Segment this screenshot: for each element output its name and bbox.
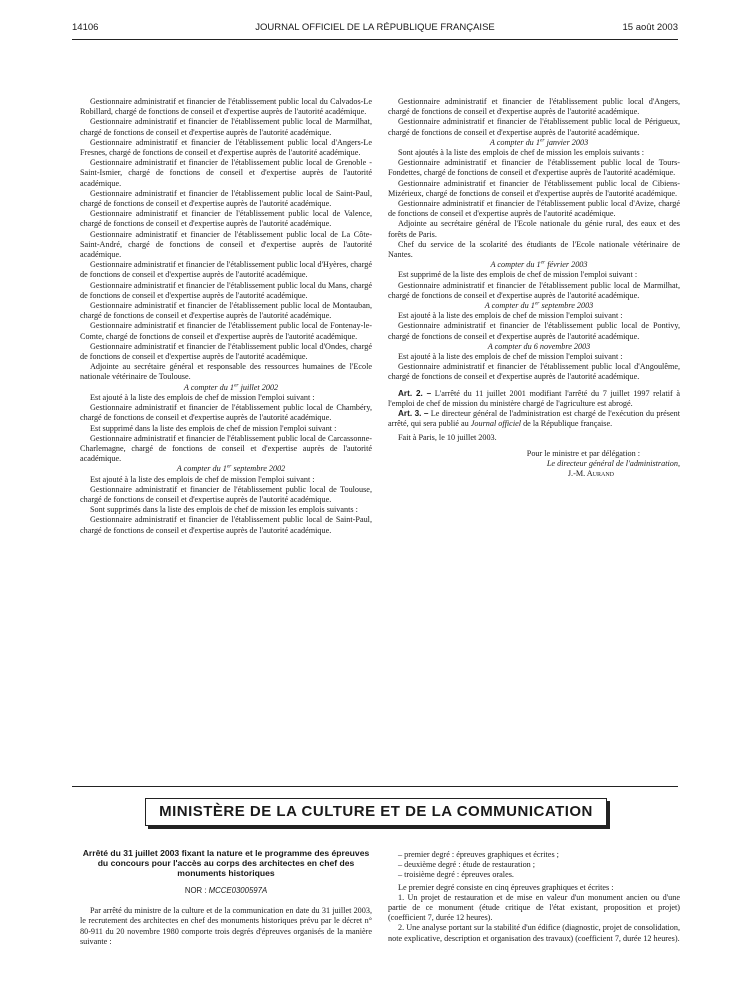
section-heading — [80, 383, 372, 393]
section-heading — [388, 342, 680, 352]
degrees-block — [388, 850, 680, 944]
right-column — [388, 97, 680, 479]
fait-a-paris: Fait à Paris, le 10 juillet 2003. — [398, 432, 497, 442]
list-entry: Gestionnaire administratif et financier de l'établissement public local de Saint-Paul, chargé de fonctions de conseil et d'expertise auprès de l'autorité académique. — [80, 188, 372, 209]
left-column — [80, 97, 372, 536]
list-entry: Gestionnaire administratif et financier de l'établissement public local de Valence, chargé de fonctions de conseil et d'expertise auprès de l'autorité académique. — [80, 209, 372, 229]
list-entry: Est ajouté à la liste des emplois de chef de mission l'emploi suivant : — [398, 352, 623, 362]
ministry-title: MINISTÈRE DE LA CULTURE ET DE LA COMMUNICATION — [159, 803, 593, 820]
article-3-text-a: Le directeur général de l'administration est chargé de l'exécution du présent arrêté, qui sera publié au — [388, 409, 680, 429]
list-entry: Gestionnaire administratif et financier de l'établissement public local de Marmilhat, chargé de fonctions de conseil et d'expertise auprès de l'autorité académique. — [388, 280, 680, 300]
article-2-text: L'arrêté du 11 juillet 2001 modifiant l'arrêté du 7 juillet 1997 relatif à l'emploi de chef de mission du ministère chargé de l'agriculture est abrogé. — [388, 388, 680, 408]
list-entry: Gestionnaire administratif et financier de l'établissement public local d'Ondes, chargé de fonctions de conseil et d'expertise auprès de l'autorité académique. — [80, 341, 372, 362]
list-entry: Gestionnaire administratif et financier de l'établissement public local de Marmilhat, chargé de fonctions de conseil et d'expertise auprès de l'autorité académique. — [80, 117, 372, 137]
list-entry: Est supprimé dans la liste des emplois de chef de mission l'emploi suivant : — [90, 423, 337, 433]
ordinal-suffix: er — [226, 463, 232, 470]
article-3-text-b: de la République française. — [521, 419, 613, 429]
ordinal-suffix: er — [539, 137, 545, 144]
list-entry: Gestionnaire administratif et financier de l'établissement public local d'Avize, chargé de fonctions de conseil et d'expertise auprès de l'autorité académique. — [388, 199, 680, 219]
journal-officiel-ref: Journal officiel — [470, 419, 522, 429]
epreuve-2: 2. Une analyse portant sur la stabilité d'un édifice (diagnostic, projet de consolidation, note explicative, description et organisation des travaux) (coefficient 7, durée 12 heures). — [388, 923, 680, 943]
nor-reference — [80, 886, 372, 896]
ministry-banner — [145, 798, 607, 826]
issue-date: 15 août 2003 — [622, 22, 678, 33]
list-entry: Est ajouté à la liste des emplois de chef de mission l'emploi suivant : — [90, 474, 315, 484]
degree-item: – troisième degré : épreuves orales. — [398, 870, 514, 880]
ordinal-suffix: er — [534, 300, 540, 307]
degree-item: – premier degré : épreuves graphiques et écrites ; — [398, 850, 559, 859]
list-entry: Est ajouté à la liste des emplois de chef de mission l'emploi suivant : — [90, 392, 315, 402]
list-entry: Gestionnaire administratif et financier de l'établissement public local d'Angers, chargé de fonctions de conseil et d'expertise auprès de l'autorité académique. — [388, 97, 680, 117]
signatory-name: J.-M. Aurand — [567, 469, 614, 479]
section-heading — [388, 260, 680, 270]
epreuve-1: 1. Un projet de restauration et de mise en valeur d'un monument ancien ou d'une partie de ce monument (étude critique de l'état existant, proposition et projet) (coefficient 7, durée 12 heures). — [388, 892, 680, 923]
list-entry: Gestionnaire administratif et financier de l'établissement public local de Carcassonne-Charlemagne, chargé de fonctions de conseil et d'expertise auprès de l'autorité académique. — [80, 433, 372, 464]
list-entry: Gestionnaire administratif et financier de l'établissement public local de Chambéry, chargé de fonctions de conseil et d'expertise auprès de l'autorité académique. — [80, 403, 372, 423]
list-entry: Gestionnaire administratif et financier de l'établissement public local de Grenoble - Saint-Ismier, chargé de fonctions de conseil et d'expertise auprès de l'autorité académique. — [80, 158, 372, 188]
section-rule — [72, 786, 678, 787]
list-entry: Chef du service de la scolarité des étudiants de l'Ecole nationale vétérinaire de Nantes. — [388, 239, 680, 260]
section-heading-date: septembre 2002 — [231, 464, 286, 474]
right-column-entries — [388, 97, 680, 383]
arrete-block — [80, 848, 372, 947]
article-2 — [388, 389, 680, 409]
nor-code: MCCE0300597A — [208, 886, 268, 895]
signature-line-2: Le directeur général de l'administration, — [546, 458, 680, 468]
list-entry: Gestionnaire administratif et financier de l'établissement public local de La Côte-Saint-André, chargé de fonctions de conseil et d'expertise auprès de l'autorité académique. — [80, 229, 372, 260]
section-heading — [80, 464, 372, 474]
signature-line-1: Pour le ministre et par délégation : — [526, 448, 640, 458]
arrete-title: Arrêté du 31 juillet 2003 fixant la nature et le programme des épreuves du concours pour l'accès au corps des architectes en chef des monuments historiques — [82, 848, 370, 878]
ordinal-suffix: er — [233, 381, 239, 388]
list-entry: Sont supprimés dans la liste des emplois de chef de mission les emplois suivants : — [90, 505, 358, 515]
list-entry: Gestionnaire administratif et financier de l'établissement public local de Pontivy, chargé de fonctions de conseil et d'expertise auprès de l'autorité académique. — [388, 321, 680, 341]
section-heading — [388, 301, 680, 311]
list-entry: Est supprimé de la liste des emplois de chef de mission l'emploi suivant : — [398, 270, 638, 280]
list-entry: Gestionnaire administratif et financier de l'établissement public local de Fontenay-le-Comte, chargé de fonctions de conseil et d'expertise auprès de l'autorité académique. — [80, 321, 372, 341]
ordinal-suffix: er — [540, 259, 546, 266]
list-entry: Gestionnaire administratif et financier de l'établissement public local d'Angoulême, chargé de fonctions de conseil et d'expertise auprès de l'autorité académique. — [388, 362, 680, 382]
section-heading-text: A compter du 6 novembre 2003 — [487, 341, 591, 351]
section-heading-text: A compter du 1 — [489, 137, 540, 147]
list-entry: Adjointe au secrétaire général et responsable des ressources humaines de l'Ecole nationale vétérinaire de Toulouse. — [80, 362, 372, 382]
page-number: 14106 — [72, 22, 99, 33]
section-heading-date: février 2003 — [545, 260, 588, 270]
list-entry: Gestionnaire administratif et financier de l'établissement public local d'Angers-Le Fresnes, chargé de fonctions de conseil et d'expertise auprès de l'autorité académique. — [80, 137, 372, 158]
list-entry: Gestionnaire administratif et financier de l'établissement public local de Cibiens-Mizérieux, chargé de fonctions de conseil et d'expertise auprès de l'autorité académique. — [388, 178, 680, 198]
article-3-label: Art. 3. – — [398, 409, 429, 419]
page-header — [72, 22, 678, 36]
arrete-body: Par arrêté du ministre de la culture et de la communication en date du 31 juillet 2003, le recrutement des architectes en chef des monuments historiques prévu par le décret n° 80-911 du 20 novembre 1980 comporte trois degrés d'épreuves organisés de la manière suivante : — [80, 906, 372, 946]
section-heading-text: A compter du 1 — [183, 382, 234, 392]
section-heading-text: A compter du 1 — [490, 260, 541, 270]
journal-title: JOURNAL OFFICIEL DE LA RÉPUBLIQUE FRANÇAISE — [255, 22, 495, 33]
list-entry: Gestionnaire administratif et financier de l'établissement public local de Toulouse, chargé de fonctions de conseil et d'expertise auprès de l'autorité académique. — [80, 484, 372, 504]
list-entry: Adjointe au secrétaire général de l'Ecole nationale du génie rural, des eaux et des forêts de Paris. — [388, 219, 680, 239]
article-3 — [388, 409, 680, 429]
section-heading-date: juillet 2002 — [238, 382, 279, 392]
section-heading-text: A compter du 1 — [176, 464, 227, 474]
section-heading-text: A compter du 1 — [484, 301, 535, 311]
section-heading — [388, 138, 680, 148]
nor-label: NOR : — [184, 886, 209, 895]
list-entry: Est ajouté à la liste des emplois de chef de mission l'emploi suivant : — [398, 311, 623, 321]
first-degree-intro: Le premier degré consiste en cinq épreuves graphiques et écrites : — [398, 882, 614, 892]
list-entry: Gestionnaire administratif et financier de l'établissement public local du Mans, chargé de fonctions de conseil et d'expertise auprès de l'autorité académique. — [80, 280, 372, 300]
article-2-label: Art. 2. – — [398, 388, 432, 398]
list-entry: Gestionnaire administratif et financier de l'établissement public local du Calvados-Le Robillard, chargé de fonctions de conseil et d'expertise auprès de l'autorité académique. — [80, 97, 372, 117]
degree-item: – deuxième degré : étude de restauration ; — [398, 860, 536, 870]
list-entry: Gestionnaire administratif et financier de l'établissement public local d'Hyères, chargé de fonctions de conseil et d'expertise auprès de l'autorité académique. — [80, 260, 372, 280]
section-heading-date: septembre 2003 — [539, 301, 594, 311]
list-entry: Gestionnaire administratif et financier de l'établissement public local de Périgueux, chargé de fonctions de conseil et d'expertise auprès de l'autorité académique. — [388, 117, 680, 137]
section-heading-date: janvier 2003 — [544, 137, 589, 147]
header-rule — [72, 39, 678, 40]
list-entry: Gestionnaire administratif et financier de l'établissement public local de Tours-Fondettes, chargé de fonctions de conseil et d'expertise auprès de l'autorité académique. — [388, 158, 680, 178]
list-entry: Gestionnaire administratif et financier de l'établissement public local de Montauban, chargé de fonctions de conseil et d'expertise auprès de l'autorité académique. — [80, 301, 372, 321]
list-entry: Sont ajoutés à la liste des emplois de chef de mission les emplois suivants : — [398, 148, 645, 158]
list-entry: Gestionnaire administratif et financier de l'établissement public local de Saint-Paul, chargé de fonctions de conseil et d'expertise auprès de l'autorité académique. — [80, 515, 372, 535]
